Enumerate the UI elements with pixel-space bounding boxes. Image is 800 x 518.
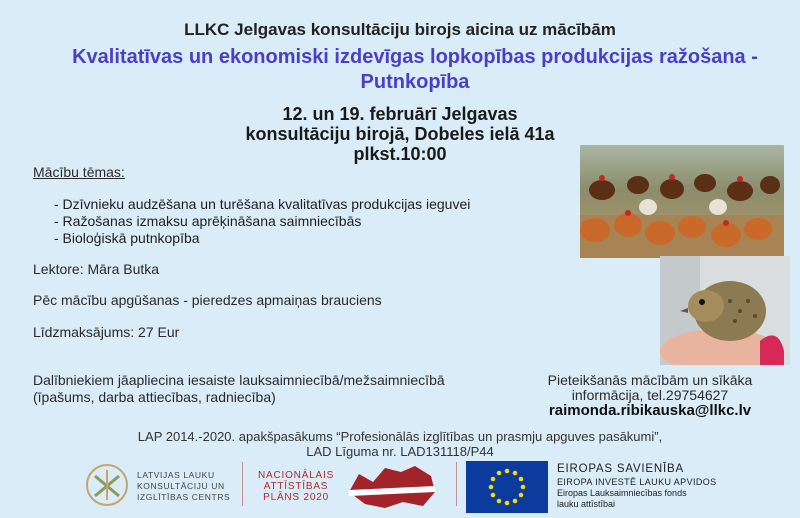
- llkc-text-line: KONSULTĀCIJU UN: [137, 481, 225, 491]
- llkc-logo-icon: [85, 462, 129, 508]
- nap-text-line: NACIONĀLAIS: [258, 470, 335, 481]
- llkc-text-line: LATVIJAS LAUKU: [137, 470, 215, 480]
- participant-requirement: [33, 372, 513, 406]
- registration-line2: informācija, tel.29754627: [571, 387, 729, 403]
- contact-email[interactable]: raimonda.ribikauska@llkc.lv: [548, 402, 752, 419]
- topic-item: - Ražošanas izmaksu aprēķināšana saimniecībās: [54, 213, 362, 229]
- program-line2: LAD Līguma nr. LAD131118/P44: [306, 444, 494, 459]
- after-course-text: Pēc mācību apgūšanas - pieredzes apmaiņas brauciens: [33, 292, 382, 308]
- header-text: LLKC Jelgavas konsultāciju birojs aicina uz mācībām: [184, 20, 616, 39]
- date-location: [200, 104, 600, 164]
- date-line1: 12. un 19. februārī Jelgavas: [282, 104, 518, 124]
- latvia-map-logo-icon: [345, 462, 437, 510]
- nap-text-line: PLĀNS 2020: [263, 492, 329, 503]
- eu-text-line: EIROPA INVESTĒ LAUKU APVIDOS: [557, 477, 717, 487]
- course-title-line1: Kvalitatīvas un ekonomiski izdevīgas lopkopības produkcijas ražošana -: [72, 46, 758, 68]
- topic-item: - Bioloģiskā putnkopība: [54, 230, 200, 246]
- topic-item: - Dzīvnieku audzēšana un turēšana kvalitatīvas produkcijas ieguvei: [54, 196, 471, 212]
- course-title: [40, 45, 790, 95]
- eu-text-line: lauku attīstībai: [557, 499, 616, 509]
- requirement-line1: Dalībniekiem jāapliecina iesaiste lauksaimniecībā/mežsaimniecībā: [33, 372, 445, 388]
- chickens-photo: [580, 145, 784, 258]
- date-line2: konsultāciju birojā, Dobeles ielā 41a: [245, 124, 555, 144]
- lecturer-text: Lektore: Māra Butka: [33, 261, 160, 277]
- llkc-logo-text: [137, 470, 230, 503]
- logo-divider: [242, 462, 243, 506]
- eu-title: EIROPAS SAVIENĪBA: [557, 463, 684, 475]
- registration-info: [520, 373, 780, 418]
- nap-logo-text: [258, 470, 334, 503]
- program-info: [60, 429, 740, 459]
- requirement-line2: (īpašums, darba attiecības, radniecība): [33, 389, 276, 405]
- course-title-line2: Putnkopība: [360, 71, 470, 93]
- copayment-text: Līdzmaksājums: 27 Eur: [33, 324, 180, 340]
- registration-line1: Pieteikšanās mācībām un sīkāka: [547, 372, 753, 388]
- topics-heading: Mācību tēmas:: [33, 164, 125, 180]
- date-line3: plkst.10:00: [353, 144, 447, 164]
- chick-photo: [660, 256, 790, 365]
- eu-flag-icon: [466, 461, 548, 513]
- eu-logo-text: [557, 464, 717, 510]
- logo-divider: [456, 462, 457, 506]
- program-line1: LAP 2014.-2020. apakšpasākums “Profesionālās izglītības un prasmju apguves pasākumi”,: [137, 429, 663, 444]
- nap-text-line: ATTĪSTĪBAS: [263, 481, 329, 492]
- eu-text-line: Eiropas Lauksaimniecības fonds: [557, 488, 687, 498]
- llkc-text-line: IZGLĪTĪBAS CENTRS: [137, 492, 231, 502]
- topics-list: [54, 196, 470, 247]
